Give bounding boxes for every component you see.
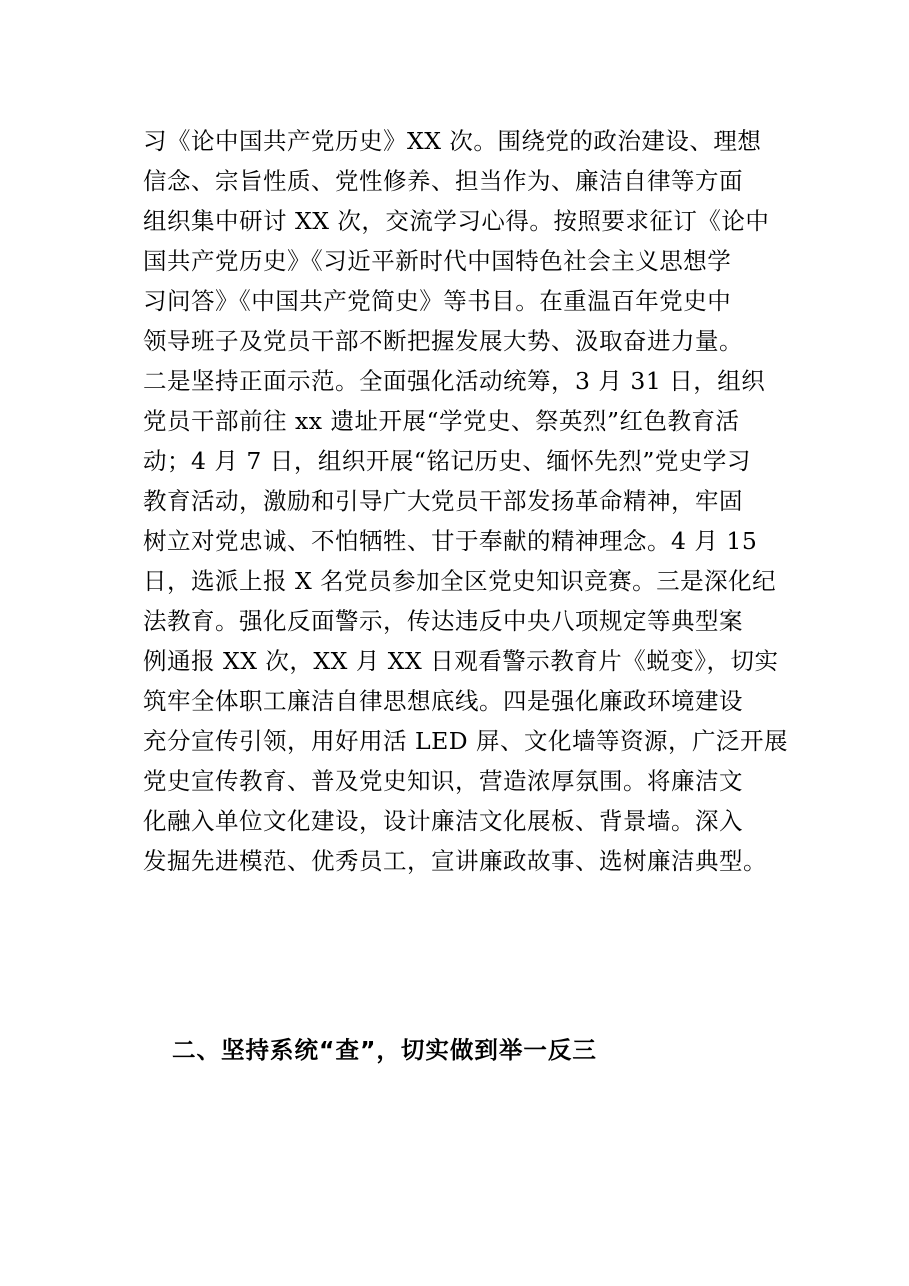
paragraph-line: 化融入单位文化建设，设计廉洁文化展板、背景墙。深入 [143,807,743,835]
paragraph-line: 组织集中研讨 XX 次，交流学习心得。按照要求征订《论中 [143,207,770,235]
paragraph-line: 法教育。强化反面警示，传达违反中央八项规定等典型案 [143,607,743,635]
paragraph-line: 例通报 XX 次，XX 月 XX 日观看警示教育片《蜕变》，切实 [143,647,779,675]
paragraph-line: 领导班子及党员干部不断把握发展大势、汲取奋进力量。 [143,327,743,355]
paragraph-line: 习《论中国共产党历史》XX 次。围绕党的政治建设、理想 [143,127,762,155]
body-paragraph [143,121,789,881]
section-heading: 二、坚持系统“查”，切实做到举一反三 [172,1036,597,1064]
paragraph-line: 充分宣传引领，用好用活 LED 屏、文化墙等资源，广泛开展 [143,727,789,755]
paragraph-line: 党员干部前往 xx 遗址开展“学党史、祭英烈”红色教育活 [143,407,740,435]
paragraph-line: 日，选派上报 X 名党员参加全区党史知识竞赛。三是深化纪 [143,567,777,595]
paragraph-line: 教育活动，激励和引导广大党员干部发扬革命精神，牢固 [143,487,743,515]
paragraph-line: 国共产党历史》《习近平新时代中国特色社会主义思想学 [143,247,732,275]
paragraph-line: 信念、宗旨性质、党性修养、担当作为、廉洁自律等方面 [143,167,743,195]
paragraph-line: 发掘先进模范、优秀员工，宣讲廉政故事、选树廉洁典型。 [143,847,767,875]
paragraph-line: 动；4 月 7 日，组织开展“铭记历史、缅怀先烈”党史学习 [143,447,751,475]
paragraph-line: 筑牢全体职工廉洁自律思想底线。四是强化廉政环境建设 [143,687,743,715]
paragraph-line: 树立对党忠诚、不怕牺牲、甘于奉献的精神理念。4 月 15 [143,527,758,555]
paragraph-line: 二是坚持正面示范。全面强化活动统筹，3 月 31 日，组织 [143,367,766,395]
paragraph-line: 习问答》《中国共产党简史》等书目。在重温百年党史中 [143,287,732,315]
paragraph-line: 党史宣传教育、普及党史知识，营造浓厚氛围。将廉洁文 [143,767,743,795]
